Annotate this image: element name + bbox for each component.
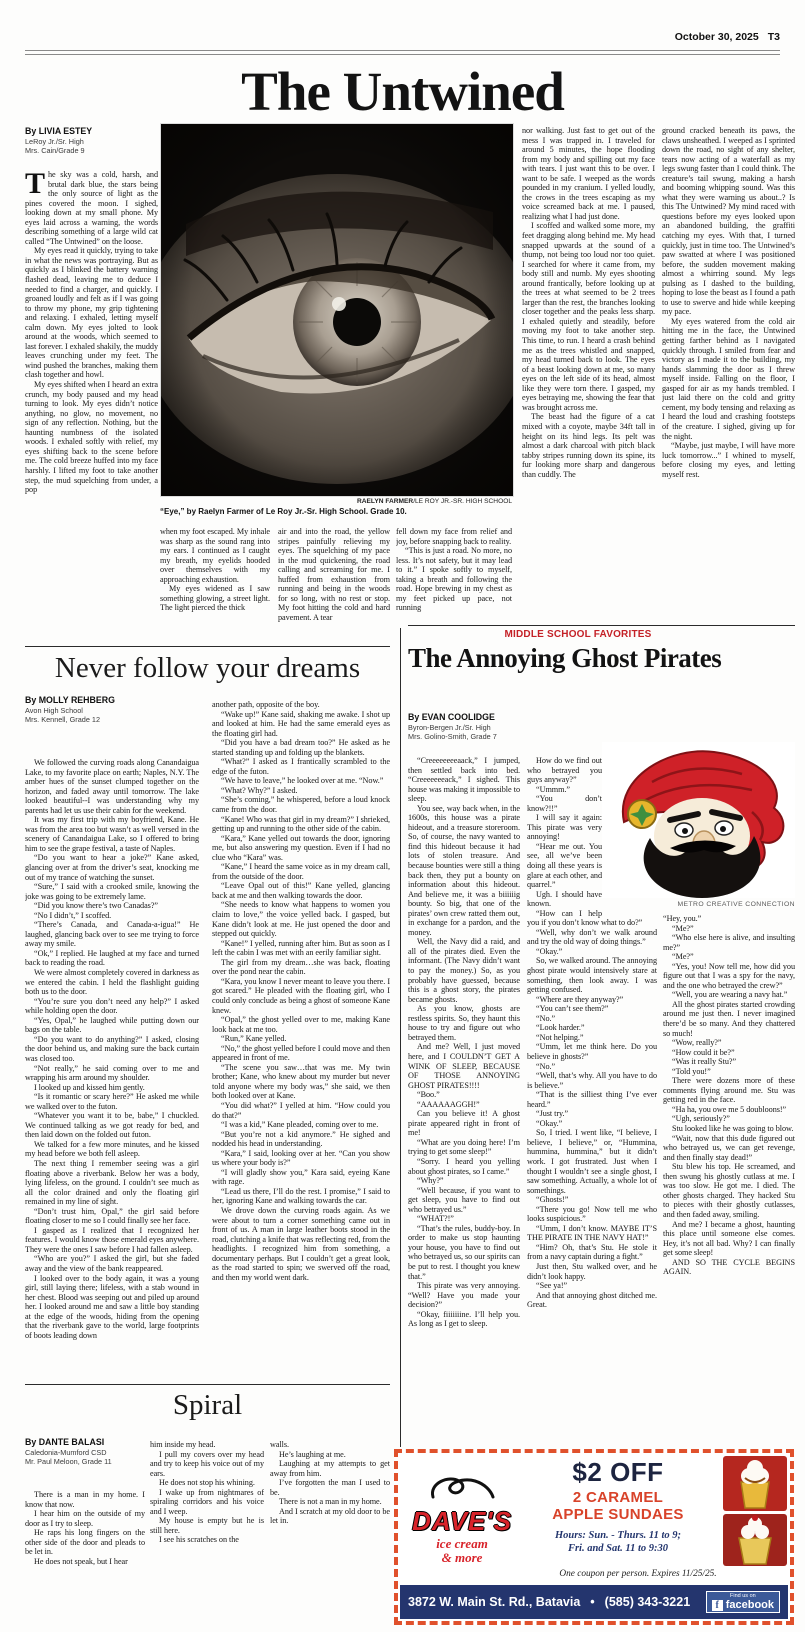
- ghost-pirates-school: Byron-Bergen Jr./Sr. High: [408, 723, 491, 732]
- paragraph: “Well, that’s why. All you have to do is believe.”: [527, 1071, 657, 1090]
- issue-date: October 30, 2025: [674, 31, 759, 43]
- ad-offer-item: [516, 1489, 720, 1523]
- photo-credit-name: RAELYN FARMER: [357, 498, 414, 505]
- paragraph: “No,” the ghost yelled before I could move and then appeared in front of me.: [212, 1043, 390, 1063]
- paragraph: How do we find out who betrayed you guys anyway?”: [527, 756, 602, 785]
- paragraph: “That is the silliest thing I’ve ever heard.”: [527, 1090, 657, 1109]
- paragraph: And me? Well, I just moved here, and I COULDN’T GET A WINK OF SLEEP, BECAUSE OF THOSE ANNOYING GHOST PIRATES!!!!: [408, 1042, 520, 1090]
- paragraph: He raps his long fingers on the other side of the door and pleads to be let in.: [25, 1528, 145, 1557]
- paragraph: “Me?”: [672, 952, 694, 962]
- ad-separator: •: [590, 1595, 595, 1609]
- paragraph: “Run,” Kane yelled.: [221, 1034, 287, 1044]
- paragraph: “This is just a road. No more, no less. It’s not safety, but it may lead to it.” I spoke softly to myself, taking a breath and following the road. Hope brewing in my chest as my feet picked up pace, not running: [396, 546, 512, 613]
- paragraph: Ugh. I should have known.: [527, 889, 602, 909]
- paragraph: “Why?”: [417, 1176, 444, 1186]
- paragraph: “Wow, really?”: [672, 1038, 722, 1048]
- untwined-column-1: [25, 170, 158, 642]
- paragraph: I looked up and kissed him gently.: [34, 1082, 145, 1092]
- ad-hours: [516, 1529, 720, 1555]
- paragraph: “I was a kid,” Kane pleaded, coming over to me.: [221, 1120, 379, 1130]
- paragraph: There were dozens more of these comments flying around me. Stu was getting red in the face.: [663, 1076, 795, 1105]
- paragraph: I gasped as I realized that I recognized her features. I would know those emerald eyes anywhere. They were the ones I saw before I had fallen asleep.: [25, 1225, 199, 1254]
- paragraph: So, we walked around. The annoying ghost pirate would intensively stare at something, then look away. I was getting confused.: [527, 956, 657, 995]
- paragraph: “See ya!”: [536, 1281, 568, 1291]
- paragraph: “Ummm.”: [536, 784, 570, 794]
- masthead-rule: [25, 50, 780, 55]
- paragraph: We talked for a few more minutes, and he kissed my head before we both fell asleep.: [25, 1139, 199, 1159]
- paragraph: “Opal,” the ghost yelled over to me, making Kane look back at me too.: [212, 1015, 390, 1034]
- paragraph: “What? Why?” I asked.: [221, 785, 298, 795]
- paragraph: We were almost completely covered in darkness as we entered the cabin. I held the flashlight guiding both us to the door.: [25, 968, 199, 997]
- paragraph: We followed the curving roads along Canandaigua Lake, to my favorite place on earth; Naples, N.Y. The amber hues of the sunset clumped together on the horizon, and faded away until tomorrow. The lake looked beautiful--I was understanding why my parents had let us use their cabin for the weekend.: [25, 758, 199, 815]
- paragraph: “Maybe, just maybe, I will have more luck tomorrow...” I whined to myself, before closing my eyes, and letting myself rest.: [662, 441, 795, 479]
- paragraph: Laughing at my attempts to get away from him.: [270, 1459, 390, 1478]
- paragraph: “Wait, now that this dude figured out who betrayed us, we can get revenge, and then finally stay dead!”: [663, 1133, 795, 1162]
- never-follow-school: Avon High School: [25, 706, 83, 715]
- middle-school-favorites-label: MIDDLE SCHOOL FAVORITES: [504, 629, 652, 640]
- paragraph: “Ugh, seriously?”: [672, 1114, 730, 1124]
- paragraph: “Ok,” I replied. He laughed at my face and turned back to reading the road.: [25, 948, 199, 968]
- paragraph: “Who else here is alive, and insulting me?”: [663, 933, 795, 952]
- never-follow-author: By MOLLY REHBERG: [25, 695, 115, 705]
- paragraph: So, I tried. I went like, “I believe, I believe, I believe,” or, “Hummina, hummina, hummina,” but it didn’t work. I got frustrated. Just when I thought I wouldn’t see a single ghost, I saw something. Actually, a whole lot of somethings.: [527, 1128, 657, 1195]
- paragraph: “Kane,” I heard the same voice as in my dream call, from the outside of the door.: [212, 862, 390, 881]
- spiral-author: By DANTE BALASI: [25, 1437, 105, 1447]
- paragraph: I will say it again: This pirate was very annoying!: [527, 813, 602, 842]
- paragraph: I see his scratches on the: [159, 1535, 239, 1545]
- paragraph: “Well, you are wearing a navy hat.”: [672, 990, 788, 1000]
- ghost-pirates-title: The Annoying Ghost Pirates: [408, 643, 722, 673]
- paragraph: nor walking. Just fast to get out of the mess I was trapped in. I traveled for around 5 minutes, the hope flooding from my body and spilling out my face with tears. I just want this to be over. I want to be safe. I weeped as the words pounded in my cranium. I yelled loudly, the crows in the trees escaping as my voice screamed back at me. I paused, realizing what I had just done.: [522, 126, 655, 221]
- untwined-column-4: [396, 527, 512, 641]
- paragraph: “What are you doing here! I’m trying to get some sleep!”: [408, 1137, 520, 1157]
- paragraph: And me? I became a ghost, haunting this place until someone else comes. Hey, it’s not all bad. Why? I can finally get some sleep!: [663, 1219, 795, 1258]
- ad-coupon-note: One coupon per person. Expires 11/25/25.: [559, 1569, 717, 1579]
- paragraph: “Umm, let me think here. Do you believe in ghosts?”: [527, 1042, 657, 1061]
- ad-hours-line-1: Hours: Sun. - Thurs. 11 to 9;: [554, 1530, 682, 1541]
- spiral-teacher: Mr. Paul Meloon, Grade 11: [25, 1457, 112, 1467]
- paragraph: “Wake up!” Kane said, shaking me awake. I shot up and looked at him. He had the same emerald eyes as the floating girl had.: [212, 709, 390, 738]
- facebook-icon: f: [712, 1600, 723, 1611]
- ghost-pirates-author: By EVAN COOLIDGE: [408, 712, 495, 722]
- spiral-column-2: [150, 1440, 264, 1630]
- paragraph: I looked over to the body again, it was a young girl, still laying there; lifeless, with a stab wound in her chest. Blood was seeping out and piled up around her. I looked around me and saw a little boy standing at the edge of the woods, hiding from the opening that the riverbank gave to the world, large footprints of boots leading down: [25, 1273, 199, 1340]
- paragraph: There is a man in my home. I know that now.: [25, 1490, 145, 1509]
- ghost-pirates-column-3: [663, 914, 795, 1447]
- daves-brand-name: DAVE'S: [412, 1506, 512, 1536]
- paragraph: The next thing I remember seeing was a girl floating above a riverbank. Below her was a body, lying lifeless, on the ground. I couldn’t see much as all the color drained and only the floating girl remained in my line of sight.: [25, 1158, 199, 1207]
- paragraph: “Hey, you.”: [663, 914, 702, 923]
- sundae-photos: [723, 1456, 787, 1566]
- paragraph: We drove down the curving roads again. As we were about to turn a corner something came out in front of us. A man in large leather boots stood in the road, clutching a knife that was reflecting red, from the headlights. I recognized him from something, a documentary perhaps. But I couldn’t get a great look, as the road started to spin; we swerved off the road, and then my world went dark.: [212, 1205, 390, 1282]
- daves-tagline-1: ice cream: [436, 1536, 488, 1551]
- paragraph: “The scene you saw…that was me. My twin brother; Kane, who knew about my murder but never told anyone where my body was,” she said, we then both looked over at Kane.: [212, 1062, 390, 1101]
- paragraph: “Kane! Who was that girl in my dream?” I shrieked, getting up and running to the other side of the cabin.: [212, 814, 390, 834]
- photo-credit-org: /LE ROY JR.-SR. HIGH SCHOOL: [413, 498, 512, 505]
- ghost-pirates-byline: [408, 712, 523, 742]
- daves-coupon-ad: [394, 1449, 794, 1625]
- masthead-dateline: [480, 31, 780, 43]
- paragraph: I scoffed and walked some more, my feet dragging along behind me. My head snapped upwards at the sound of a thump, not being too loud nor too quiet. I searched for where it came from, my body still and numb. My eyes shooting around frantically, before looking up at the trees at what seemed to be 2 trees larger than the rest, the branches looking closer together and the peaks less sharp. I exhaled quietly and steadily, before moving my foot to take another step. This time, to run. I heard a crash behind me as the trees whistled and snapped, my head turned back to look. The eyes of a beast looking down at me, so many eyes on the left side of its head, almost like they were torn there. I gasped, my eyes betraying me, showing the fear that was brought across me.: [522, 221, 655, 412]
- ad-address-bar: [400, 1585, 788, 1619]
- paragraph: “Not really,” he said coming over to me and wrapping his arm around my shoulder.: [25, 1063, 199, 1083]
- ghost-pirates-column-1: [408, 756, 520, 1447]
- paragraph: My eyes shifted when I heard an extra crunch, my body paused and my head turning to look. My eyes didn’t notice anything, no glow, no movement, no sign of any reflection. Nothing, but the haunting numbness of the isolated woods. I exhaled softly with relief, my eyes shifting back to the scene before me. The cold breeze huffed into my face harshly. I lifted my foot to take another step, the mud squelching from under, a pop: [25, 380, 158, 495]
- paragraph: “You don’t know?!!”: [527, 794, 602, 813]
- paragraph: I pull my covers over my head and try to keep his voice out of my ears.: [150, 1449, 264, 1478]
- spiral-column-1: [25, 1490, 145, 1630]
- paragraph: I hear him on the outside of my door as I try to sleep.: [25, 1509, 145, 1528]
- paragraph: “Okay.”: [536, 1118, 563, 1128]
- swirl-doodle-icon: [427, 1473, 497, 1501]
- ghost-pirates-rule: [408, 625, 795, 626]
- paragraph: My eyes widened as I saw something glowing, a street light. The light pierced the thick: [160, 584, 270, 613]
- paragraph: “How can I help you if you don’t know what to do?”: [527, 908, 643, 928]
- ad-phone: (585) 343-3221: [604, 1595, 691, 1609]
- paragraph: “Leave Opal out of this!” Kane yelled, glancing back at me and then walking towards the door.: [212, 881, 390, 900]
- paragraph: “Kane!” I yelled, running after him. But as soon as I left the cabin I was met with an eerily familiar sight.: [212, 938, 390, 958]
- paragraph: “AAAAAAGGH!”: [417, 1099, 480, 1109]
- paragraph: AND SO THE CYCLE BEGINS AGAIN.: [663, 1257, 795, 1277]
- paragraph: “You can’t see them?”: [536, 1004, 609, 1014]
- untwined-byline: [25, 126, 158, 156]
- daves-logo: [402, 1473, 522, 1565]
- eye-photo: [160, 123, 514, 497]
- spiral-title: Spiral: [172, 1389, 243, 1421]
- page-number: T3: [767, 31, 780, 43]
- paragraph: And that annoying ghost ditched me. Great.: [527, 1290, 657, 1310]
- paragraph: My eyes watered from the cold air hitting me in the face, the Untwined getting farther behind as I navigated quickly through. I smiled from fear and victory as I made it to the building, my hands slamming the door as I threw myself inside. Falling on the floor, I gasped for air as my hands trembled. I just laid there on the cold and gritty cement, my body tensing and relaxing as I heard the loud and crashing footsteps of the creature. I sighed, giving up for the night.: [662, 316, 795, 441]
- paragraph: “WHAT?!”: [417, 1214, 454, 1224]
- paragraph: “Hear me out. You see, all we’ve been doing all these years is glare at each other, and quarrel.”: [527, 841, 602, 890]
- paragraph: My house is empty but he is still here.: [150, 1516, 264, 1535]
- never-follow-column-1: [25, 758, 199, 1386]
- paragraph: “Kara, you know I never meant to leave you there. I got scared.” He pleaded with the floating girl, who I could only conclude as being a ghost of someone Kane knew.: [212, 976, 390, 1015]
- paragraph: “Where are they anyway?”: [536, 994, 624, 1004]
- paragraph: He does not stop his whining.: [159, 1478, 255, 1488]
- paragraph: “But you’re not a kid anymore.” He sighed and nodded his head in understanding.: [212, 1129, 390, 1149]
- never-follow-teacher: Mrs. Kennell, Grade 12: [25, 715, 101, 725]
- paragraph: air and into the road, the yellow stripes painfully relieving my eyes. The squelching of my pace in the mud quickening, the road calling and screaming for me. I huffed from exhaustion from running and being in the woods for so long, with no rest or stop. My foot hitting the cold and hard pavement. A tear: [278, 527, 390, 622]
- paragraph: Well, the Navy did a raid, and all of the pirates died. Even the informant. (The Navy didn’t want to pay the money.) So, as you probably have guessed, because this is a ghost story, the pirates became ghosts.: [408, 937, 520, 1004]
- sundae-photo-2: [723, 1514, 787, 1566]
- paragraph: “Well because, if you want to get sleep, you have to find out who betrayed us.”: [408, 1185, 520, 1214]
- paragraph: “She’s coming,” he whispered, before a loud knock came from the door.: [212, 795, 390, 815]
- ad-address-line: [408, 1595, 690, 1609]
- eye-photo-credit: [160, 498, 512, 505]
- paragraph: “Did you have a bad dream too?” He asked as he started standing up and folding up the blankets.: [212, 738, 390, 757]
- paragraph: Stu blew his top. He screamed, and then swung his ghostly cutlass at me. I was too slow. He got me. I died. The other ghosts charged. They hacked Stu to pieces with their ghostly cutlasses, and then faded away, smiling.: [663, 1162, 795, 1219]
- paragraph: I’ve forgotten the man I used to be.: [270, 1478, 390, 1497]
- paragraph: “There’s Canada, and Canada-a-igua!” He laughed, glancing back over to see me trying to force away my smile.: [25, 920, 199, 949]
- paragraph: “Do you want to do anything?” I asked, closing the door behind us, and making sure the back curtain was closed too.: [25, 1034, 199, 1063]
- paragraph: And I scratch at my old door to be let in.: [270, 1506, 390, 1526]
- paragraph: “She needs to know what happens to women you claim to love,” the voice yelled back. I gasped, but Kane didn’t look at me. He just opened the door and stepped out quickly.: [212, 900, 390, 939]
- paragraph: The sky was a cold, harsh, and brutal dark blue, the stars being the only source of light as the pines covered the moon. I sighed, looking down at my small phone. My eyes laid across a warning, the words describing something of a large wild cat called “The Untwined” on the loose.: [25, 170, 158, 246]
- untwined-column-5: [522, 126, 655, 642]
- paragraph: “Just try.”: [536, 1109, 569, 1119]
- untwined-author: By LIVIA ESTEY: [25, 126, 93, 136]
- paragraph: “No I didn’t,” I scoffed.: [34, 910, 112, 920]
- paragraph: “Do you want to hear a joke?” Kane asked, glancing over at from the driver’s seat, knocking me out of my trance of watching the sunset.: [25, 853, 199, 882]
- untwined-column-2: [160, 527, 270, 641]
- paragraph: “Well, why don’t we walk around and try the old way of doing things.”: [527, 927, 657, 947]
- paragraph: “Boo.”: [417, 1090, 440, 1100]
- paragraph: “Yes, Opal,” he laughed while putting down our bags on the table.: [25, 1015, 199, 1035]
- spiral-school: Caledonia-Mumford CSD: [25, 1448, 107, 1457]
- untwined-title: The Untwined: [241, 61, 564, 122]
- paragraph: “Okay.”: [536, 946, 563, 956]
- paragraph: “There you go! Now tell me who looks suspicious.”: [527, 1204, 657, 1224]
- paragraph: “Don’t trust him, Opal,” the girl said before floating closer to me so I could finally see her face.: [25, 1206, 199, 1226]
- ad-hours-line-2: Fri. and Sat. 11 to 9:30: [567, 1543, 669, 1554]
- paragraph: My eyes read it quickly, trying to take in what the news was portraying. But as quickly as I blinked the battery warning flashed dead, leaving me to deduce I needed to find a charger, and quickly. I groaned loudly and felt as if I was going to throw my phone, my grip tightening and relaxing. I exhaled, letting myself calm down. My eyes jolted to look around at the woods, which seemed to last forever. I exhaled shakily, the muddy leaves crunching under my feet. The wind pushed the branches, making them clash together and howl.: [25, 246, 158, 380]
- eye-photo-caption: “Eye,” by Raelyn Farmer of Le Roy Jr.-Sr. High School. Grade 10.: [160, 507, 407, 516]
- paragraph: “Was it really Stu?”: [672, 1057, 737, 1067]
- spiral-column-3: [270, 1440, 390, 1630]
- paragraph: Stu looked like he was going to blow.: [672, 1124, 794, 1134]
- paragraph: He’s laughing at me.: [279, 1449, 346, 1459]
- sundae-photo-1: [723, 1456, 787, 1511]
- paragraph: “Umm, I don’t know. MAYBE IT’S THE PIRATE IN THE NAVY HAT!”: [527, 1223, 657, 1243]
- ad-item-line-1: 2 CARAMEL: [572, 1489, 664, 1506]
- paragraph: He does not speak, but I hear: [34, 1556, 128, 1566]
- paragraph: “Not helping.”: [536, 1032, 584, 1042]
- paragraph: Just then, Stu walked over, and he didn’t look happy.: [527, 1261, 657, 1281]
- paragraph: “Okay, fiiiiiiine. I’ll help you. As long as I get to sleep.: [408, 1309, 520, 1329]
- paragraph: “No.”: [536, 1013, 556, 1023]
- never-follow-byline: [25, 695, 195, 725]
- facebook-wordmark: facebook: [725, 1599, 774, 1611]
- paragraph: “No.”: [536, 1061, 556, 1071]
- never-follow-title: Never follow your dreams: [54, 652, 361, 684]
- paragraph: The girl from my dream…she was back, floating over the pond near the cabin.: [212, 957, 390, 977]
- paragraph: “We have to leave,” he looked over at me. “Now.”: [221, 776, 384, 786]
- paragraph: walls.: [270, 1440, 290, 1449]
- paragraph: I wake up from nightmares of spiraling corridors and his voice and I weep.: [150, 1487, 264, 1516]
- paragraph: It was my first trip with my boyfriend, Kane. He was from the area too but wasn’t as well versed in the scenery of Canandaigua Lake, so I offered to bring him to see the grape festival, a taste of Naples.: [25, 815, 199, 853]
- paragraph: “Told you!”: [672, 1066, 711, 1076]
- untwined-teacher: Mrs. Cain/Grade 9: [25, 146, 85, 156]
- never-follow-column-2: [212, 700, 390, 1386]
- paragraph: “How could it be?”: [672, 1047, 735, 1057]
- ghost-pirates-teacher: Mrs. Golino-Smith, Grade 7: [408, 732, 497, 742]
- paragraph: All the ghost pirates started crowding around me just then. I never imagined there’d be so many. And they chattered so much!: [663, 999, 795, 1038]
- paragraph: ground cracked beneath its paws, the claws unsheathed. I weeped as I sprinted down the road, no sight of any shelter, tears now acting of a waterfall as my legs swung faster than I could think. The creature’s tail swung, making a harsh and booming whipping sound. Was this what they were warning us about..? Is this The Untwined? My mind raced with questions before my eyes looked upon an abandoned building, the graffiti catching my eyes. With that, I turned quickly, just in time too. The Untwined’s paw swatted at where I was positioned before, the sudden movement making almost a whirring sound. My legs pulsing as I dashed to the building, hoping to lose the beast as I found a path to use to swerve and hide while keeping my pace.: [662, 126, 795, 317]
- paragraph: “Creeeeeeeeaack,” I jumped, then settled back into bed. “Creeeeeeeack,” I sighed. This house was making it impossible to sleep.: [408, 756, 520, 804]
- daves-tagline-2: & more: [441, 1550, 483, 1565]
- paragraph: “You’re sure you don’t need any help?” I asked while holding open the door.: [25, 996, 199, 1016]
- paragraph: “Is it romantic or scary here?” He asked me while we walked over to the futon.: [25, 1092, 199, 1111]
- spiral-rule: [25, 1384, 390, 1385]
- paragraph: “Sorry. I heard you yelling about ghost pirates, so I came.”: [408, 1156, 520, 1176]
- untwined-column-6: [662, 126, 795, 642]
- paragraph: “Whatever you want it to be, babe,” I chuckled. We continued talking as we got ready for bed, and then laid down on the folded out futon.: [25, 1111, 199, 1140]
- paragraph: There is not a man in my home.: [279, 1497, 382, 1507]
- paragraph: “Him? Oh, that’s Stu. He stole it from a navy captain during a fight.”: [527, 1242, 657, 1262]
- paragraph: Can you believe it! A ghost pirate appeared right in front of me!: [408, 1109, 520, 1138]
- paragraph: You see, way back when, in the 1600s, this house was a pirate hideout, and a treasure storeroom. So, of course, the navy wanted to find this hideout because it had lots of stolen treasure. And because bounties were still a thing back then, they put a bounty on information about this hideout. And believe me, it was a biiiiiig bounty. So big, that one of the pirates’ own crew ratted them out, in exchange for a pardon, and the money.: [408, 803, 520, 937]
- paragraph: “Who are you?” I asked the girl, but she faded away and the view of the bank reappeared.: [25, 1254, 199, 1273]
- image-wrap-spacer: [602, 756, 657, 914]
- section-divider-vertical: [400, 628, 401, 1447]
- paragraph: “Lead us there, I’ll do the rest. I promise,” I said to her, ignoring Kane and walking towards the car.: [212, 1186, 390, 1206]
- facebook-badge: [706, 1591, 780, 1613]
- paragraph: “Look harder.”: [536, 1023, 585, 1033]
- paragraph: fell down my face from relief and joy, before snapping back to reality.: [396, 527, 512, 546]
- ad-address: 3872 W. Main St. Rd., Batavia: [408, 1595, 581, 1609]
- paragraph: “Kara,” I said, looking over at her. “Can you show us where your body is?”: [212, 1148, 390, 1168]
- paragraph: “Kara,” Kane yelled out towards the door, ignoring me, but also answering my question. Even if I had no clue who “Kara” was.: [212, 833, 390, 862]
- paragraph: “You did what?” I yelled at him. “How could you do that?”: [212, 1100, 390, 1120]
- paragraph: “That’s the rules, buddy-boy. In order to make us stop haunting your house, you have to find out who betrayed us, so our spirits can be put to rest. I thought you knew that.”: [408, 1223, 520, 1281]
- paragraph: another path, opposite of the boy.: [212, 700, 320, 709]
- ghost-pirates-column-2: [527, 756, 657, 1447]
- facebook-find-us-label: Find us on: [730, 1593, 756, 1599]
- spiral-byline: [25, 1437, 145, 1467]
- ad-item-line-2: APPLE SUNDAES: [552, 1506, 684, 1523]
- paragraph: when my foot escaped. My inhale was sharp as the sound rang into my ears. I continued as I caught my breath, my eyelids hooded over themselves with my approaching exhaustion.: [160, 527, 270, 584]
- paragraph: “Yes, you! Now tell me, how did you figure out that I was a spy for the navy, and the one who betrayed the crew?”: [663, 961, 795, 990]
- paragraph: “What?” I asked as I frantically scrambled to the edge of the futon.: [212, 757, 390, 776]
- paragraph: “Did you know there’s two Canadas?”: [34, 901, 158, 911]
- untwined-column-3: [278, 527, 390, 641]
- paragraph: “I will gladly show you,” Kara said, eyeing Kane with rage.: [212, 1167, 390, 1187]
- never-follow-rule: [25, 646, 390, 647]
- paragraph: “Ha ha, you owe me 5 doubloons!”: [672, 1104, 787, 1114]
- paragraph: The beast had the figure of a cat mixed with a coyote, maybe 34ft tall in height on its hind legs. Its pelt was almost a dark charcoal with pitch black tabby stripes running down its spine, its fur looking more sharp and dangerous than cuddly. The: [522, 412, 655, 479]
- ad-offer-amount: $2 OFF: [572, 1457, 664, 1487]
- eye-photo-illustration: [161, 124, 513, 496]
- pirate-photo-credit: METRO CREATIVE CONNECTION: [677, 901, 795, 908]
- paragraph: As you know, ghosts are restless spirits. So, they haunt this house to try and figure out who betrayed them.: [408, 1004, 520, 1042]
- paragraph: “Me?”: [672, 923, 694, 933]
- untwined-school: LeRoy Jr./Sr. High: [25, 137, 84, 146]
- paragraph: him inside my head.: [150, 1440, 216, 1449]
- paragraph: This pirate was very annoying. “Well? Have you made your decision?”: [408, 1281, 520, 1310]
- paragraph: “Ghosts!”: [536, 1195, 569, 1205]
- paragraph: “Sure,” I said with a crooked smile, knowing the joke was going to be extremely lame.: [25, 882, 199, 901]
